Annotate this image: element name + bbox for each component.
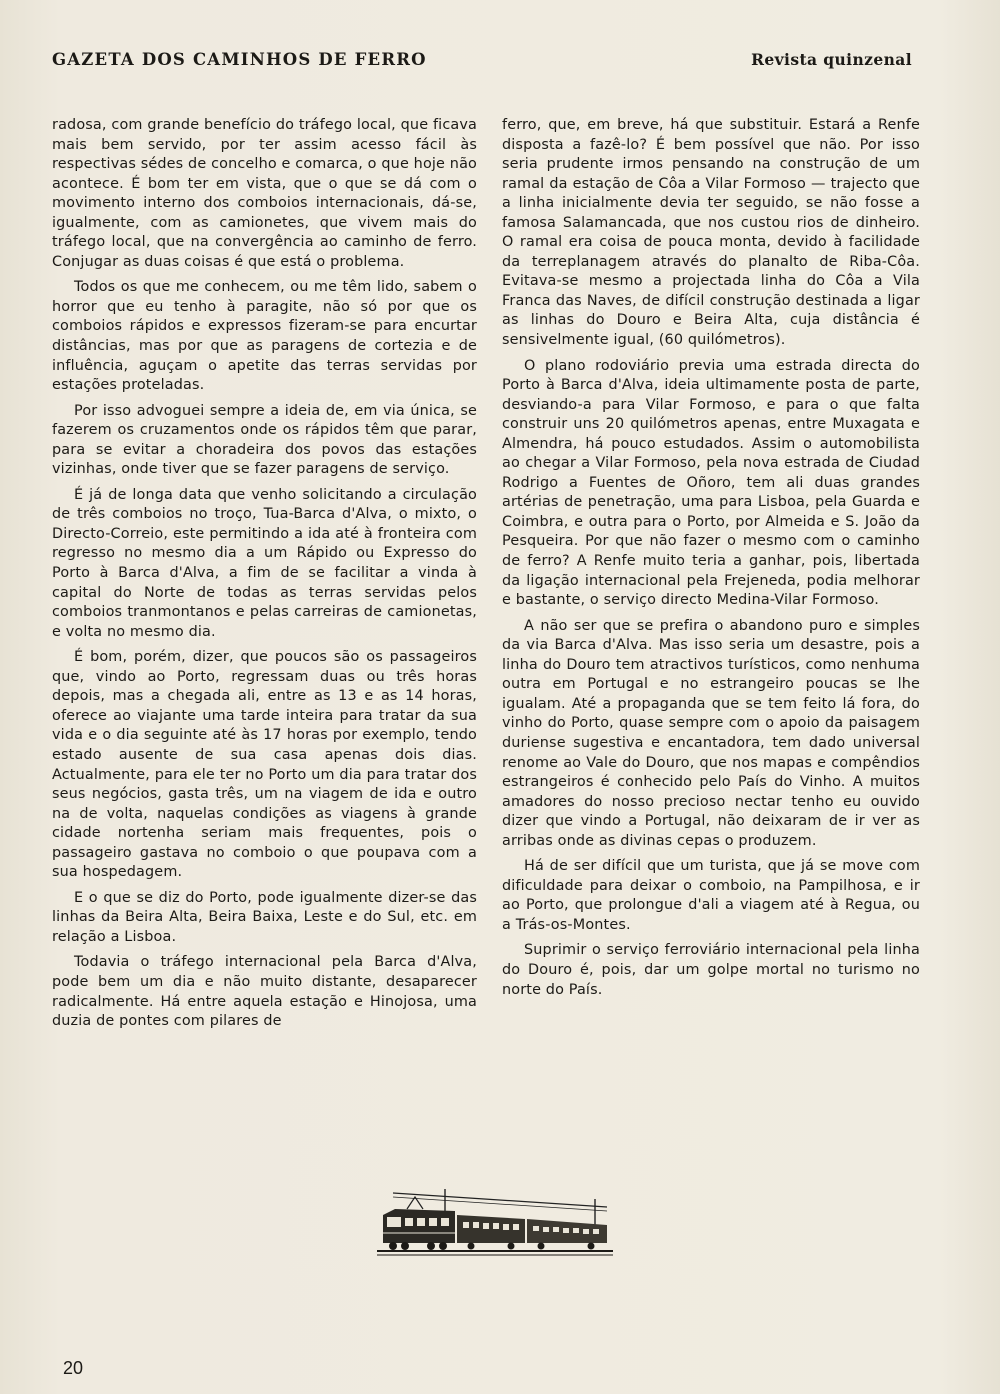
journal-title: GAZETA DOS CAMINHOS DE FERRO xyxy=(52,50,427,69)
left-column xyxy=(52,116,477,1038)
paragraph: Suprimir o serviço ferroviário internacional pela linha do Douro é, pois, dar um golpe mortal no turismo no norte do País. xyxy=(502,942,920,998)
paragraph: E o que se diz do Porto, pode igualmente dizer-se das linhas da Beira Alta, Beira Baixa, Leste e do Sul, etc. em relação a Lisboa. xyxy=(52,889,477,945)
right-column xyxy=(502,116,920,1006)
journal-subtitle: Revista quinzenal xyxy=(751,50,912,69)
page-number: 20 xyxy=(63,1358,84,1378)
paragraph: É já de longa data que venho solicitando a circulação de três comboios no troço, Tua-Barca d'Alva, o mixto, o Directo-Correio, este permitindo a ida até à fronteira com regresso no mesmo dia a um Rápido ou Expresso do Porto à Barca d'Alva, a fim de se facilitar a vinda à capital do Norte de todas as terras servidas pelos comboios tranmontanos e pelas carreiras de camionetas, e volta no mesmo dia. xyxy=(52,486,477,640)
running-header xyxy=(52,50,912,76)
paragraph: A não ser que se prefira o abandono puro e simples da via Barca d'Alva. Mas isso seria um desastre, pois a linha do Douro tem atractivos turísticos, como nenhuma outra em Portugal e no estrangeiro poucas se lhe igualam. Até a propaganda que se tem feito lá fora, do vinho do Porto, quase sempre com o apoio da paisagem duriense sugestiva e encantadora, tem dado universal renome ao Vale do Douro, que nos mapas e compêndios estrangeiros é conhecido pelo País do Vinho. A muitos amadores do nosso precioso nectar tenho eu ouvido dizer que vindo a Portugal, não deixaram de ir ver as arribas onde as divinas cepas o produzem. xyxy=(502,617,920,849)
train-illustration xyxy=(375,1185,615,1260)
paragraph: Todavia o tráfego internacional pela Barca d'Alva, pode bem um dia e não muito distante, desaparecer radicalmente. Há entre aquela estação e Hinojosa, uma duzia de pontes com pilares de xyxy=(52,954,477,1030)
paragraph: Há de ser difícil que um turista, que já se move com dificuldade para deixar o comboio, na Pampilhosa, e ir ao Porto, que prolongue d'ali a viagem até à Regua, ou a Trás-os-Montes. xyxy=(502,858,920,933)
paragraph: É bom, porém, dizer, que poucos são os passageiros que, vindo ao Porto, regressam duas ou três horas depois, mas a chegada ali, entre as 13 e as 14 horas, oferece ao viajante uma tarde inteira para tratar da sua vida e o dia seguinte até às 17 horas por exemplo, tendo estado ausente de sua casa apenas dois dias. Actualmente, para ele ter no Porto um dia para tratar dos seus negócios, gasta três, um na viagem de ida e outro na de volta, naquelas condições as viagens à grande cidade nortenha seriam mais frequentes, pois o passageiro gastava no comboio o que poupava com a sua hospedagem. xyxy=(52,649,477,881)
paragraph: Todos os que me conhecem, ou me têm lido, sabem o horror que eu tenho à paragite, não só por que os comboios rápidos e expressos fizeram-se para encurtar distâncias, mas por que as paragens de cortezia e de influência, aguçam o apetite das terras servidas por estações proteladas. xyxy=(52,279,477,394)
paragraph: O plano rodoviário previa uma estrada directa do Porto à Barca d'Alva, ideia ultimamente posta de parte, desviando-a para Vilar Formoso, e para o que falta construir uns 20 quilómetros apenas, entre Muxagata e Almendra, há pouco estudados. Assim o automobilista ao chegar a Vilar Formoso, pela nova estrada de Ciudad Rodrigo a Fuentes de Oñoro, tem ali duas grandes artérias de penetração, uma para Lisboa, pela Guarda e Coimbra, e outra para o Porto, por Almeida e S. João da Pesqueira. Por que não fazer o mesmo com o caminho de ferro? A Renfe muito teria a ganhar, pois, libertada da ligação internacional pela Frejeneda, podia melhorar e bastante, o serviço directo Medina-Vilar Formoso. xyxy=(502,357,920,609)
paragraph: Por isso advoguei sempre a ideia de, em via única, se fazerem os cruzamentos onde os rápidos têm que parar, para se evitar a choradeira dos povos das estações vizinhas, onde tiver que se fazer paragens de serviço. xyxy=(52,402,477,478)
paragraph: ferro, que, em breve, há que substituir. Estará a Renfe disposta a fazê-lo? É bem possível que não. Por isso seria prudente irmos pensando na construção de um ramal da estação de Côa a Vilar Formoso — trajecto que a linha inicialmente devia ter seguido, se não fosse a famosa Salamancada, que nos custou rios de dinheiro. O ramal era coisa de pouca monta, devido à facilidade da terreplanagem através do planalto de Riba-Côa. Evitava-se mesmo a projectada linha do Côa a Vila Franca das Naves, de difícil construção destinada a ligar as linhas do Douro e Beira Alta, cuja distância é sensivelmente igual, (60 quilómetros). xyxy=(502,117,920,349)
paragraph: radosa, com grande benefício do tráfego local, que ficava mais bem servido, por ter assim acesso fácil às respectivas sédes de concelho e comarca, o que hoje não acontece. É bom ter em vista, que o que se dá com o movimento interno dos comboios internacionais, dá-se, igualmente, com as camionetes, que vivem mais do tráfego local, que na convergência ao caminho de ferro. Conjugar as duas coisas é que está o problema. xyxy=(52,117,477,270)
